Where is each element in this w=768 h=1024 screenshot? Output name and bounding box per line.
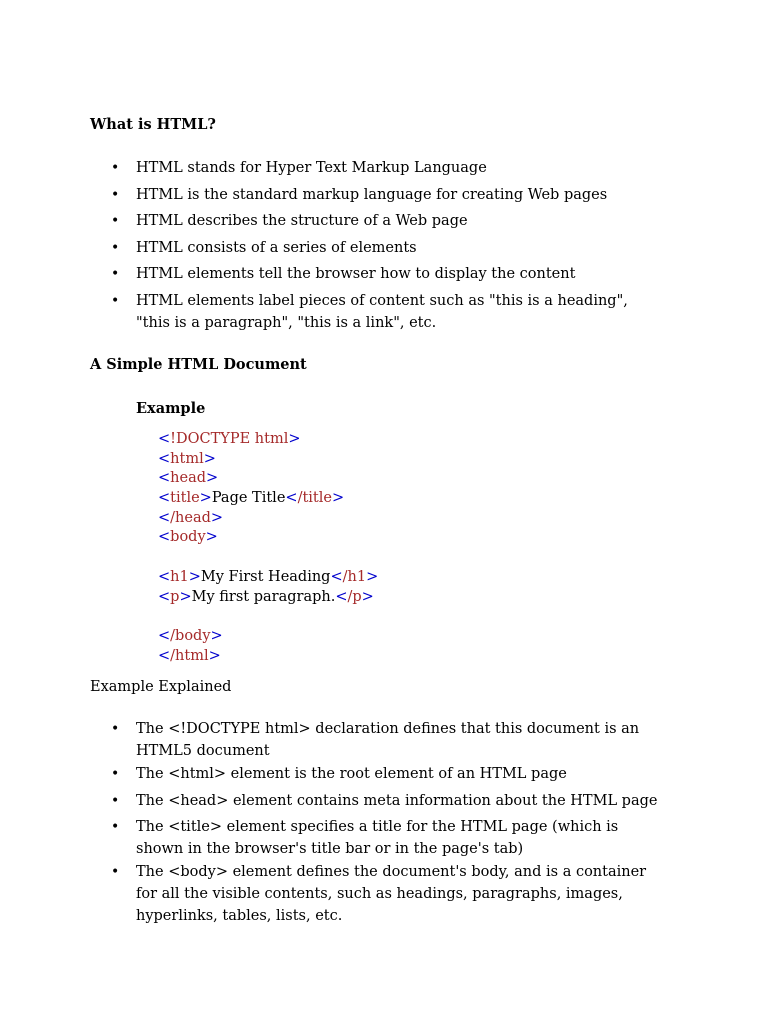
section-heading-simple-html-document: A Simple HTML Document [90, 356, 307, 373]
list-item: • HTML describes the structure of a Web page [0, 210, 666, 232]
bullet-icon: • [111, 239, 120, 256]
bullet-icon: • [111, 213, 120, 229]
bullet-icon: • [111, 766, 120, 782]
section-heading-what-is-html: What is HTML? [90, 116, 216, 133]
code-line: <html> [158, 450, 216, 467]
bullet-icon: • [111, 186, 120, 203]
list-item: • The <!DOCTYPE html> declaration defines that this document is an HTML5 document [0, 718, 666, 762]
list-item: • HTML is the standard markup language for creating Web pages [0, 184, 666, 206]
code-line-blank [158, 607, 378, 627]
bullet-icon: • [111, 864, 120, 880]
code-line: </body> [158, 627, 223, 644]
bullet-icon: • [111, 819, 120, 835]
code-line: <!DOCTYPE html> [158, 431, 301, 447]
code-example [158, 430, 378, 666]
list-item: • HTML consists of a series of elements [0, 237, 666, 259]
bullet-icon: • [111, 792, 120, 809]
code-line: <title>Page Title</title> [158, 490, 345, 507]
code-line: <body> [158, 529, 218, 546]
code-line-blank [158, 548, 378, 568]
example-label: Example [136, 400, 206, 417]
list-item: • HTML elements tell the browser how to display the content [0, 263, 666, 285]
bullet-icon: • [111, 266, 120, 282]
list-item: • HTML stands for Hyper Text Markup Language [0, 157, 666, 179]
list-item: • HTML elements label pieces of content such as "this is a heading", "this is a paragraph", "this is a link", etc. [0, 290, 666, 334]
list-item: • The <html> element is the root element of an HTML page [0, 763, 666, 785]
code-line: <h1>My First Heading</h1> [158, 568, 379, 585]
code-line: <p>My first paragraph.</p> [158, 588, 374, 605]
what-is-html-list [0, 157, 768, 334]
example-explained-list [0, 718, 768, 927]
code-line: </html> [158, 647, 221, 664]
code-line: </head> [158, 509, 224, 526]
example-explained-title: Example Explained [90, 679, 232, 695]
list-item: • The <title> element specifies a title for the HTML page (which is shown in the browser's title bar or in the page's tab) [0, 816, 666, 860]
bullet-icon: • [111, 160, 120, 176]
list-item: • The <body> element defines the document's body, and is a container for all the visible contents, such as headings, paragraphs, images, hyperlinks, tables, lists, etc. [0, 861, 666, 927]
bullet-icon: • [111, 721, 120, 737]
code-line: <head> [158, 470, 219, 487]
bullet-icon: • [111, 292, 120, 309]
list-item: • The <head> element contains meta information about the HTML page [0, 790, 666, 812]
